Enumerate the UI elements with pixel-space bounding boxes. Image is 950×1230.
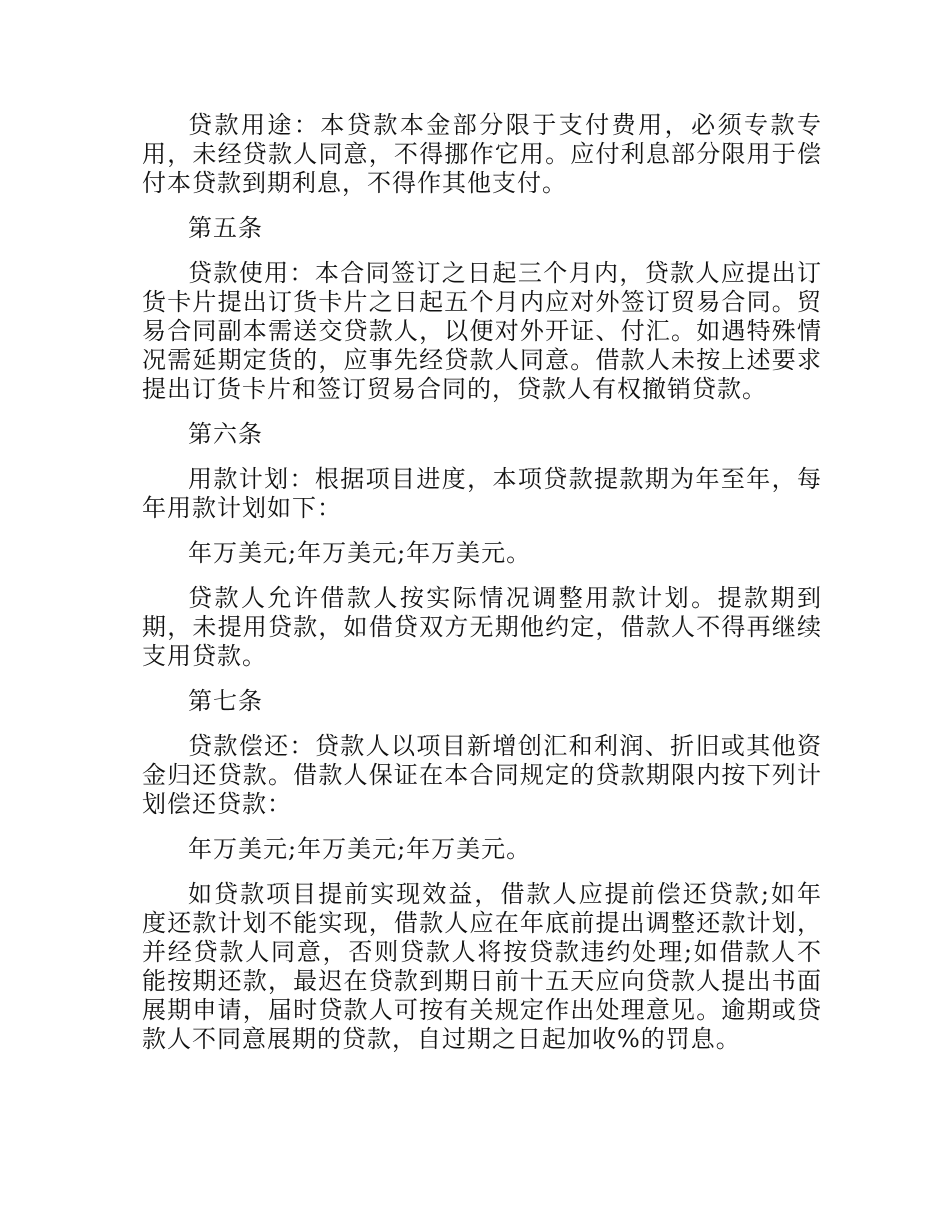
article-heading-6: 第六条 xyxy=(188,420,263,448)
paragraph-loan-purpose: 贷款用途：本贷款本金部分限于支付费用，必须专款专用，未经贷款人同意，不得挪作它用。应付利息部分限用于偿付本贷款到期利息，不得作其他支付。 xyxy=(142,111,822,197)
document-body xyxy=(142,111,822,1070)
paragraph-loan-use: 贷款使用：本合同签订之日起三个月内，贷款人应提出订货卡片提出订货卡片之日起五个月内应对外签订贸易合同。贸易合同副本需送交贷款人，以便对外开证、付汇。如遇特殊情况需延期定货的，应事先经贷款人同意。借款人未按上述要求提出订货卡片和签订贸易合同的，贷款人有权撤销贷款。 xyxy=(142,259,822,403)
paragraph-repayment-schedule: 年万美元;年万美元;年万美元。 xyxy=(188,835,532,863)
article-heading-5: 第五条 xyxy=(188,214,263,242)
paragraph-drawdown-schedule: 年万美元;年万美元;年万美元。 xyxy=(188,539,532,567)
article-heading-7: 第七条 xyxy=(188,687,263,715)
paragraph-repayment: 贷款偿还：贷款人以项目新增创汇和利润、折旧或其他资金归还贷款。借款人保证在本合同规定的贷款期限内按下列计划偿还贷款： xyxy=(142,732,822,818)
paragraph-drawdown-plan: 用款计划：根据项目进度，本项贷款提款期为年至年，每年用款计划如下： xyxy=(142,465,822,522)
paragraph-plan-adjustment: 贷款人允许借款人按实际情况调整用款计划。提款期到期，未提用贷款，如借贷双方无期他约定，借款人不得再继续支用贷款。 xyxy=(142,584,822,670)
paragraph-early-repayment: 如贷款项目提前实现效益，借款人应提前偿还贷款;如年度还款计划不能实现，借款人应在年底前提出调整还款计划，并经贷款人同意，否则贷款人将按贷款违约处理;如借款人不能按期还款，最迟在贷款到期日前十五天应向贷款人提出书面展期申请，届时贷款人可按有关规定作出处理意见。逾期或贷款人不同意展期的贷款，自过期之日起加收%的罚息。 xyxy=(142,880,822,1053)
